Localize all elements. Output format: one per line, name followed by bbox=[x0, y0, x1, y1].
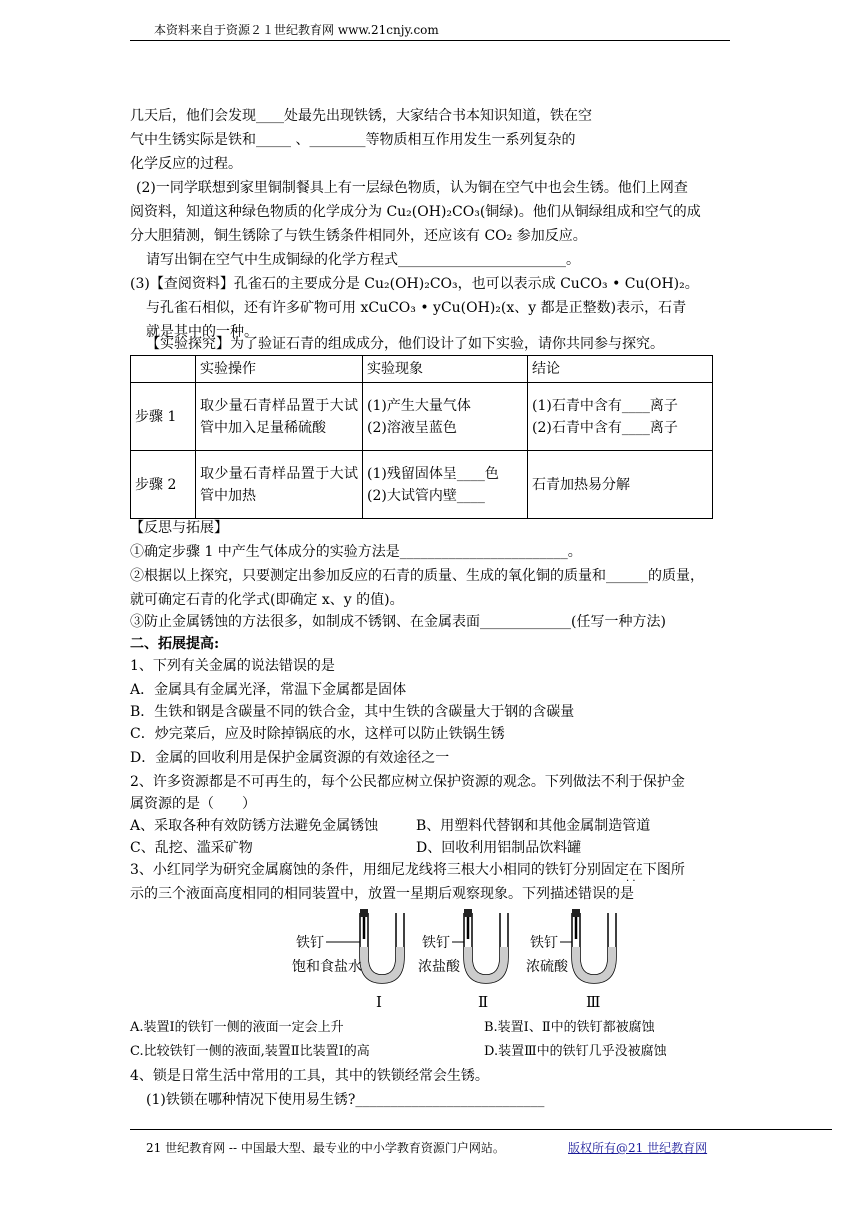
conclusion-cell bbox=[528, 383, 713, 451]
option: B.装置Ⅰ、Ⅱ中的铁钉都被腐蚀 bbox=[484, 1020, 655, 1035]
observation-cell bbox=[363, 383, 528, 451]
nail-label: 铁钉 bbox=[530, 935, 558, 951]
option: A、采取各种有效防锈方法避免金属锈蚀 bbox=[130, 818, 379, 834]
text-line: 分大胆猜测，铜生锈除了与铁生锈条件相同外，还应该有 CO₂ 参加反应。 bbox=[130, 228, 587, 244]
setup-numeral: Ⅰ bbox=[376, 993, 382, 1011]
text-line: 阅资料，知道这种绿色物质的化学成分为 Cu₂(OH)₂CO₃(铜绿)。他们从铜绿组成和空气的成 bbox=[130, 204, 701, 220]
text-line: (3)【查阅资料】孔雀石的主要成分是 Cu₂(OH)₂CO₃，也可以表示成 CuCO₃ • Cu(OH)₂。 bbox=[130, 276, 699, 292]
observation-line: (1)残留固体呈____色 bbox=[367, 465, 499, 482]
option: D.装置Ⅲ中的铁钉几乎没被腐蚀 bbox=[484, 1044, 667, 1059]
section-title: 二、拓展提高: bbox=[130, 636, 220, 652]
table-header-cell bbox=[131, 356, 196, 383]
text-line: 就可确定石青的化学式(即确定 x、y 的值)。 bbox=[130, 592, 404, 608]
text-line: 请写出铜在空气中生成铜绿的化学方程式________________________。 bbox=[146, 252, 580, 268]
page-header: 本资料来自于资源２１世纪教育网 www.21cnjy.com bbox=[154, 23, 439, 37]
text-line: 【实验探究】为了验证石青的组成成分，他们设计了如下实验，请你共同参与探究。 bbox=[146, 336, 664, 352]
option: B、用塑料代替钢和其他金属制造管道 bbox=[416, 818, 651, 834]
table-row bbox=[131, 451, 713, 519]
table-row bbox=[131, 383, 713, 451]
question: 属资源的是（ ） bbox=[130, 796, 256, 812]
setup-three bbox=[526, 909, 616, 1011]
observation-cell bbox=[363, 451, 528, 519]
conclusion-cell: 石青加热易分解 bbox=[528, 451, 713, 519]
liquid-label: 浓硫酸 bbox=[526, 959, 568, 975]
liquid-label: 饱和食盐水 bbox=[292, 959, 362, 975]
text-line: 几天后，他们会发现____处最先出现铁锈，大家结合书本知识知道，铁在空 bbox=[130, 108, 592, 124]
u-tube-figure bbox=[290, 905, 620, 1015]
conclusion-line: (2)石青中含有____离子 bbox=[532, 419, 678, 436]
question: 示的三个液面高度相同的相同装置中，放置一星期后观察现象。下列描述错误的是 bbox=[130, 886, 634, 902]
text-line: 就是其中的一种。 bbox=[146, 324, 258, 340]
question: 3、小红同学为研究金属腐蚀的条件，用细尼龙线将三根大小相同的铁钉分别固定在下图所 bbox=[130, 862, 685, 878]
observation-line: (1)产生大量气体 bbox=[367, 397, 471, 414]
table-header-cell: 实验现象 bbox=[363, 356, 528, 383]
option: C．炒完菜后，应及时除掉锅底的水，这样可以防止铁锅生锈 bbox=[130, 726, 505, 742]
text-line: 气中生锈实际是铁和_____ 、________等物质相互作用发生一系列复杂的 bbox=[130, 132, 576, 148]
experiment-table bbox=[130, 355, 713, 519]
option: A．金属具有金属光泽，常温下金属都是固体 bbox=[130, 682, 407, 698]
question: 4、锁是日常生活中常用的工具，其中的铁锁经常会生锈。 bbox=[130, 1068, 489, 1084]
text-line: ②根据以上探究，只要测定出参加反应的石青的质量、生成的氧化铜的质量和______的质量， bbox=[130, 568, 704, 584]
observation-line: (2)溶液呈蓝色 bbox=[367, 419, 457, 436]
option: C.比较铁钉一侧的液面,装置Ⅱ比装置Ⅰ的高 bbox=[130, 1044, 370, 1059]
table-header-cell: 结论 bbox=[528, 356, 713, 383]
question: 2、许多资源都是不可再生的，每个公民都应树立保护资源的观念。下列做法不利于保护金 bbox=[130, 774, 685, 790]
operation-cell: 取少量石青样品置于大试管中加入足量稀硫酸 bbox=[196, 383, 363, 451]
copyright-link[interactable]: 版权所有@21 世纪教育网 bbox=[568, 1141, 708, 1155]
question: (1)铁锁在哪种情况下使用易生锈?___________________________ bbox=[146, 1092, 545, 1108]
text-line: 化学反应的过程。 bbox=[130, 156, 242, 172]
option: C、乱挖、滥采矿物 bbox=[130, 840, 253, 856]
step-cell: 步骤 2 bbox=[131, 451, 196, 519]
setup-two bbox=[418, 909, 508, 1011]
liquid-label: 浓盐酸 bbox=[418, 959, 460, 975]
nail-label: 铁钉 bbox=[296, 935, 324, 951]
option: D、回收利用铝制品饮料罐 bbox=[416, 840, 582, 856]
footer-text: 21 世纪教育网 -- 中国最大型、最专业的中小学教育资源门户网站。 bbox=[146, 1141, 505, 1155]
text-line: (2)一同学联想到家里铜制餐具上有一层绿色物质，认为铜在空气中也会生锈。他们上网查 bbox=[136, 180, 688, 196]
text-line: ③防止金属锈蚀的方法很多，如制成不锈钢、在金属表面_____________(任写一种方法) bbox=[130, 614, 666, 630]
header-divider bbox=[130, 40, 730, 41]
section-heading: 【反思与拓展】 bbox=[130, 520, 228, 536]
setup-numeral: Ⅱ bbox=[478, 993, 489, 1011]
question: 1、下列有关金属的说法错误的是 bbox=[130, 658, 335, 674]
option: A.装置Ⅰ的铁钉一侧的液面一定会上升 bbox=[130, 1020, 344, 1035]
text-line: 与孔雀石相似，还有许多矿物可用 xCuCO₃ • yCu(OH)₂(x、y 都是正整数)表示，石青 bbox=[146, 300, 687, 316]
emphasis-dots: · · bbox=[626, 876, 636, 887]
observation-line: (2)大试管内壁____ bbox=[367, 487, 485, 504]
operation-cell: 取少量石青样品置于大试管中加热 bbox=[196, 451, 363, 519]
nail-label: 铁钉 bbox=[422, 935, 450, 951]
footer-divider bbox=[130, 1129, 832, 1130]
option: D．金属的回收利用是保护金属资源的有效途径之一 bbox=[130, 750, 450, 766]
text-line: ①确定步骤 1 中产生气体成分的实验方法是________________________。 bbox=[130, 544, 582, 560]
step-cell: 步骤 1 bbox=[131, 383, 196, 451]
option: B．生铁和钢是含碳量不同的铁合金，其中生铁的含碳量大于钢的含碳量 bbox=[130, 704, 575, 720]
conclusion-line: (1)石青中含有____离子 bbox=[532, 397, 678, 414]
table-header-cell: 实验操作 bbox=[196, 356, 363, 383]
table-header-row bbox=[131, 356, 713, 383]
setup-one bbox=[292, 909, 404, 1011]
setup-numeral: Ⅲ bbox=[586, 993, 601, 1011]
